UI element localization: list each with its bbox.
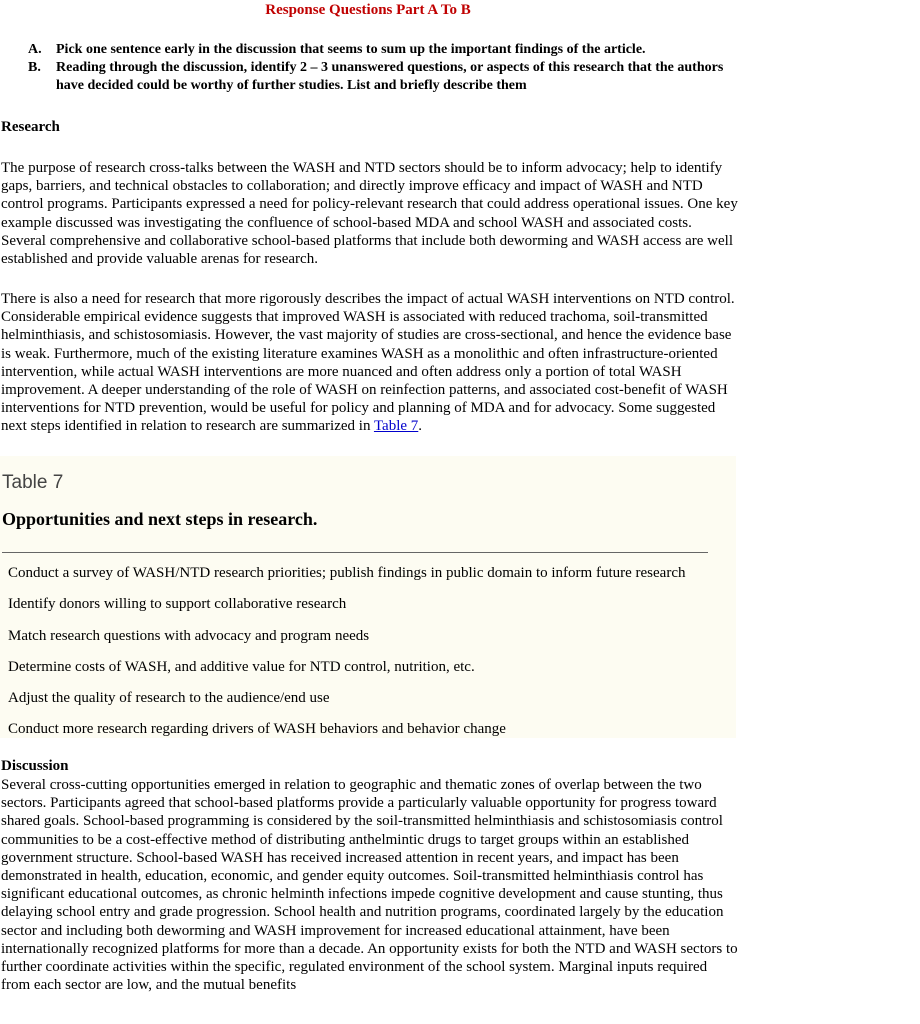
question-list xyxy=(28,41,738,95)
paragraph-end: . xyxy=(418,418,423,435)
research-paragraph-1: The purpose of research cross-talks between the WASH and NTD sectors should be to inform advocacy; help to identify gaps, barriers, and technical obstacles to collaboration; and directly improve efficacy and impact of WASH and NTD control programs. Participants expressed a need for policy-relevant research that could address operational issues. One key example discussed was investigating the confluence of school-based MDA and school WASH and associated costs. Several comprehensive and collaborative school-based platforms that include both deworming and WASH access are well established and provide valuable arenas for research. xyxy=(1,160,738,268)
table-row: Conduct more research regarding drivers of WASH behaviors and behavior change xyxy=(8,721,506,738)
table-label: Table 7 xyxy=(2,472,64,493)
page-title: Response Questions Part A To B xyxy=(265,2,471,18)
table-row: Adjust the quality of research to the audience/end use xyxy=(8,690,330,707)
table-7 xyxy=(0,456,736,738)
table-row: Determine costs of WASH, and additive value for NTD control, nutrition, etc. xyxy=(8,658,475,675)
discussion-paragraph: Several cross-cutting opportunities emerged in relation to geographic and thematic zones of overlap between the two sectors. Participants agreed that school-based platforms provide a particularly valuable opportunity for progress toward shared goals. School-based programming is considered by the soil-transmitted helminthiasis and schistosomiasis control communities to be a cost-effective method of distributing anthelmintic drugs to target groups within an established government structure. School-based WASH has received increased attention in recent years, and impact has been demonstrated in health, education, economic, and gender equity outcomes. Soil-transmitted helminthiasis control has significant educational outcomes, as chronic helminth infections impede cognitive development and cause stunting, thus delaying school entry and grade progression. School health and nutrition programs, coordinated largely by the education sector and including both deworming and WASH improvement for increased educational attainment, have been internationally recognized platforms for more than a decade. An opportunity exists for both the NTD and WASH sectors to further coordinate activities within the specific, regulated environment of the school system. Marginal inputs required from each sector are low, and the mutual benefits xyxy=(1,777,738,994)
question-item xyxy=(28,41,738,59)
discussion-heading: Discussion xyxy=(1,758,69,774)
table-caption: Opportunities and next steps in research. xyxy=(2,509,318,529)
question-letter: A. xyxy=(28,42,42,57)
table-divider xyxy=(2,552,708,553)
table-7-link[interactable]: Table 7 xyxy=(373,418,419,435)
table-row: Conduct a survey of WASH/NTD research priorities; publish findings in public domain to inform future research xyxy=(8,565,686,581)
question-text: Reading through the discussion, identify 2 – 3 unanswered questions, or aspects of this research that the authors have decided could be worthy of further studies. List and briefly describe them xyxy=(56,60,724,93)
research-heading: Research xyxy=(1,119,60,135)
question-item xyxy=(28,59,738,95)
table-row: Match research questions with advocacy and program needs xyxy=(8,627,370,644)
question-letter: B. xyxy=(28,60,41,75)
table-row: Identify donors willing to support collaborative research xyxy=(8,596,347,613)
research-paragraph-2-text: There is also a need for research that more rigorously describes the impact of actual WASH interventions on NTD control. Considerable empirical evidence suggests that improved WASH is associated with reduced trachoma, soil-transmitted helminthiasis, and schistosomiasis. However, the vast majority of studies are cross-sectional, and hence the evidence base is weak. Furthermore, much of the existing literature examines WASH as a monolithic and often infrastructure-oriented intervention, while actual WASH interventions are more nuanced and often address only a portion of total WASH improvement. A deeper understanding of the role of WASH on reinfection patterns, and associated cost-benefit of WASH interventions for NTD prevention, would be useful for policy and planning of MDA and for advocacy. Some suggested next steps identified in relation to research are summarized in xyxy=(1,291,735,435)
table-rows xyxy=(8,558,686,746)
research-paragraph-2 xyxy=(1,290,739,436)
question-text: Pick one sentence early in the discussion that seems to sum up the important findings of the article. xyxy=(56,42,646,57)
